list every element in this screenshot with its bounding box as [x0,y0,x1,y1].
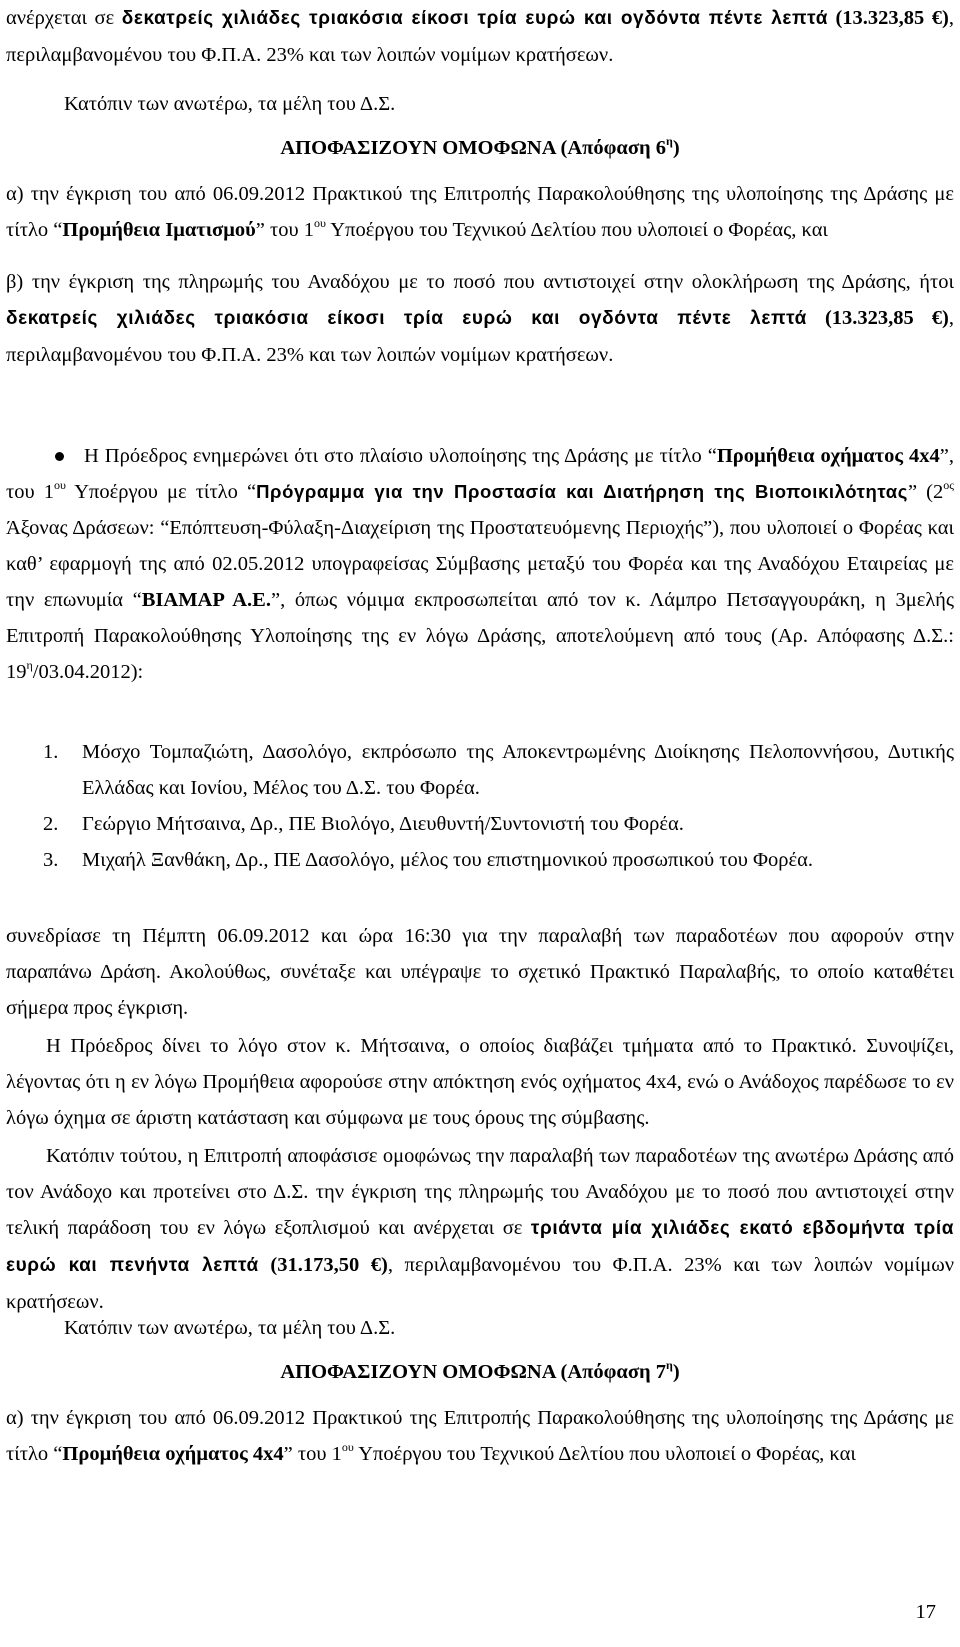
decision-7-item-a [6,1400,954,1472]
session-paragraph: συνεδρίασε τη Πέμπτη 06.09.2012 και ώρα 16:30 για την παραλαβή των παραδοτέων που αφορούν στην παραπάνω Δράση. Ακολούθως, συνέταξε και υπέγραψε το σχετικό Πρακτικό Παραλαβής, το οποίο καταθέτει σήμερα προς έγκριση. [6,925,954,1019]
text: Η Πρόεδρος ενημερώνει ότι στο πλαίσιο υλοποίησης της Δράσης με τίτλο “ [84,445,717,467]
text: , περιλαμβανομένου του Φ.Π.Α. 23% και των λοιπών νομίμων κρατήσεων. [6,307,955,366]
member-text: Μόσχο Τομπαζιώτη, Δασολόγο, εκπρόσωπο της Αποκεντρωμένης Διοίκησης Πελοποννήσου, Δυτικής Ελλάδας και Ιονίου, Μέλος του Δ.Σ. του Φορέα. [82,741,954,799]
superscript: ος [943,478,954,492]
bullet-text [6,438,954,690]
text: ανέρχεται σε [6,7,122,29]
after-text-2: Κατόπιν των ανωτέρω, τα μέλη του Δ.Σ. [64,1317,396,1339]
text: α) την έγκριση του από 06.09.2012 Πρακτικού της Επιτροπής Παρακολούθησης της υλοποίησης της Δράσης με τίτλο “ [6,1407,954,1465]
list-item [6,734,954,806]
decision-6-item-a [6,176,954,248]
superscript: η [26,658,33,672]
text: α) την έγκριση του από 06.09.2012 Πρακτικού της Επιτροπής Παρακολούθησης της υλοποίησης της Δράσης με τίτλο “ [6,183,954,241]
text: ” (2 [907,481,944,503]
title-bold: Προμήθεια οχήματος 4x4 [716,445,940,467]
top-paragraph [6,0,954,73]
superscript: ου [341,1440,354,1454]
heading-text: ΑΠΟΦΑΣΙΖΟΥΝ ΟΜΟΦΩΝΑ (Απόφαση 7 [280,1361,667,1383]
text: ” του 1 [283,1443,342,1465]
list-item [6,806,954,842]
amount-figure: (31.173,50 €) [258,1254,388,1276]
text: ”, όπως νόμιμα εκπροσωπείται από τον κ. Λάμπρο Πετσαγγουράκη, η 3μελής Επιτροπή Παρακολούθησης Υλοποίησης της εν λόγω Δράσης, αποτελούμενη από τους (Αρ. Απόφασης Δ.Σ.: 19 [6,589,954,683]
text: Υποέργου με τίτλο “ [65,481,257,503]
text: ”, του 1 [6,445,954,503]
text: β) την έγκριση της πληρωμής του Αναδόχου με το ποσό που αντιστοιχεί στην ολοκλήρωση της Δράσης, ήτοι [6,271,954,293]
title-bold: Πρόγραμμα για την Προστασία και Διατήρηση της Βιοποικιλότητας [256,481,908,502]
text: Άξονας Δράσεων: “Επόπτευση-Φύλαξη-Διαχείριση της Προστατευόμενης Περιοχής”), που υλοποιεί ο Φορέας και καθ’ εφαρμογή της από 02.05.2012 υπογραφείσας Σύμβασης μεταξύ του Φορέα και της Αναδόχου Εταιρείας με την επωνυμία “ [6,517,954,611]
text: ” του 1 [255,219,314,241]
after-text-1: Κατόπιν των ανωτέρω, τα μέλη του Δ.Σ. [64,93,396,115]
amount-figure: (13.323,85 €) [806,307,949,329]
company-name: ΒΙΑΜΑΡ Α.Ε. [141,589,271,611]
amount-words: τριάντα μία χιλιάδες εκατό εβδομήντα τρία ευρώ και πενήντα λεπτά [6,1218,954,1276]
decision-6-item-b [6,264,954,373]
member-text: Γεώργιο Μήτσαινα, Δρ., ΠΕ Βιολόγο, Διευθυντή/Συντονιστή του Φορέα. [82,813,684,835]
superscript: ου [313,216,326,230]
list-item [6,842,954,878]
amount-figure: (13.323,85 €) [835,7,949,29]
text: Υποέργου του Τεχνικού Δελτίου που υλοποιεί ο Φορέας, και [325,219,828,241]
heading-text: ) [672,137,680,159]
amount-words: δεκατρείς χιλιάδες τριακόσια είκοσι τρία ευρώ και ογδόντα πέντε λεπτά [6,308,807,329]
title-bold: Προμήθεια οχήματος 4x4 [62,1443,284,1465]
heading-text: ΑΠΟΦΑΣΙΖΟΥΝ ΟΜΟΦΩΝΑ (Απόφαση 6 [280,137,667,159]
president-paragraph: Η Πρόεδρος δίνει το λόγο στον κ. Μήτσαινα, ο οποίος διαβάζει τμήματα από το Πρακτικό. Συνοψίζει, λέγοντας ότι η εν λόγω Προμήθεια αφορούσε στην απόκτηση ενός οχήματος 4x4, ενώ ο Ανάδοχος παρέδωσε το εν λόγω όχημα σε άριστη κατάσταση και σύμφωνα με τους όρους της σύμβασης. [6,1035,954,1129]
text: , περιλαμβανομένου του Φ.Π.Α. 23% και των λοιπών νομίμων κρατήσεων. [6,7,955,66]
member-text: Μιχαήλ Ξανθάκη, Δρ., ΠΕ Δασολόγο, μέλος του επιστημονικού προσωπικού του Φορέα. [82,849,813,871]
amount-words: δεκατρείς χιλιάδες τριακόσια είκοσι τρία ευρώ και ογδόντα πέντε λεπτά [121,8,828,29]
superscript: η [666,134,673,148]
text: /03.04.2012): [32,661,144,683]
decision-6-heading [6,130,954,166]
committee-paragraph [6,1138,954,1320]
bullet-icon [55,452,64,461]
committee-members-list [6,734,954,878]
page-number: 17 [915,1601,936,1623]
list-number: 2. [43,813,59,835]
superscript: ου [53,478,66,492]
text: , περιλαμβανομένου του Φ.Π.Α. 23% και των λοιπών νομίμων κρατήσεων. [6,1254,954,1313]
title-bold: Προμήθεια Ιματισμού [62,219,256,241]
text: Κατόπιν τούτου, η Επιτροπή αποφάσισε ομοφώνως την παραλαβή των παραδοτέων της ανωτέρω Δράσης από τον Ανάδοχο και προτείνει στο Δ.Σ. την έγκριση της πληρωμής του Αναδόχου με το ποσό που αντιστοιχεί στην τελική παράδοση του εν λόγω εξοπλισμού και ανέρχεται σε [6,1145,954,1239]
list-number: 3. [43,849,59,871]
superscript: η [666,1358,673,1372]
decision-7-heading [6,1354,954,1390]
list-number: 1. [43,741,59,763]
text: Υποέργου του Τεχνικού Δελτίου που υλοποιεί ο Φορέας, και [353,1443,856,1465]
bullet-paragraph [6,438,954,690]
heading-text: ) [672,1361,680,1383]
